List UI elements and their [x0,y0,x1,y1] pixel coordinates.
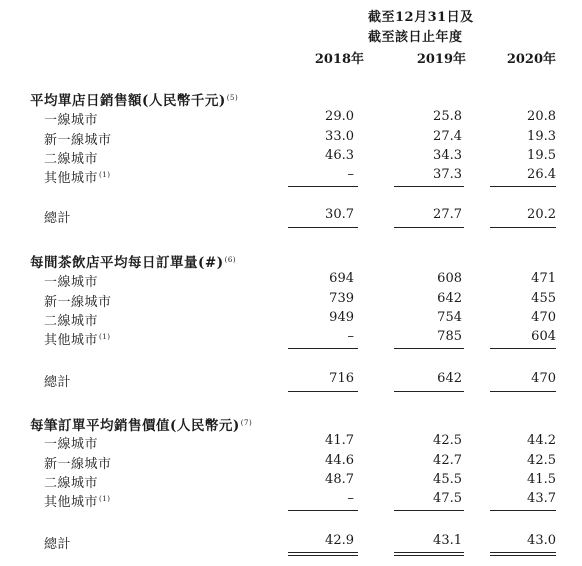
row-label: 新一線城市 [44,457,112,472]
subtotal-rule [490,510,556,511]
double-rule-top [490,552,556,553]
cell-value: 455 [531,291,556,306]
double-rule-bottom [490,555,556,556]
double-rule-bottom [288,555,358,556]
total-value: 43.0 [527,533,556,548]
subtotal-rule [288,510,358,511]
cell-value: 739 [329,291,354,306]
total-value: 42.9 [325,533,354,548]
subtotal-rule [394,348,464,349]
row-label: 新一線城市 [44,295,112,310]
cell-value: 604 [531,329,556,344]
subtotal-rule [288,348,358,349]
cell-value: 47.5 [433,491,462,506]
row-label: 一線城市 [44,437,99,452]
row-label: 其他城市$^{(1)}$ [44,494,111,510]
total-value: 716 [329,371,354,386]
total-value: 642 [437,371,462,386]
cell-value: 37.3 [433,167,462,182]
total-rule [394,391,464,392]
cell-value: – [347,167,354,182]
total-value: 43.1 [433,533,462,548]
row-label: 一線城市 [44,275,99,290]
cell-value: 42.5 [527,453,556,468]
cell-value: 45.5 [433,472,462,487]
total-label: 總計 [44,375,72,390]
cell-value: 43.7 [527,491,556,506]
total-rule [394,227,464,228]
subtotal-rule [394,510,464,511]
total-value: 20.2 [527,207,556,222]
total-value: 30.7 [325,207,354,222]
row-label: 二線城市 [44,476,99,491]
total-rule [288,227,358,228]
cell-value: 20.8 [527,109,556,124]
cell-value: 27.4 [433,129,462,144]
cell-value: 42.5 [433,433,462,448]
double-rule-top [394,552,464,553]
header-year-2019: 2019年 [416,52,466,67]
cell-value: 34.3 [433,148,462,163]
cell-value: 25.8 [433,109,462,124]
cell-value: 608 [437,271,462,286]
cell-value: 19.5 [527,148,556,163]
cell-value: – [347,491,354,506]
header-year-2018: 2018年 [314,52,364,67]
row-label: 一線城市 [44,113,99,128]
row-label: 其他城市$^{(1)}$ [44,170,111,186]
total-rule [490,227,556,228]
header-period-line1: 截至12月31日及 [368,10,474,25]
cell-value: 642 [437,291,462,306]
cell-value: 949 [329,310,354,325]
cell-value: 44.6 [325,453,354,468]
total-label: 總計 [44,211,72,226]
cell-value: 470 [531,310,556,325]
total-rule [490,391,556,392]
total-value: 27.7 [433,207,462,222]
row-label: 其他城市$^{(1)}$ [44,332,111,348]
section-title: 平均單店日銷售額(人民幣千元)$^{(5)}$ [30,93,239,109]
double-rule-top [288,552,358,553]
header-year-2020: 2020年 [506,52,556,67]
cell-value: 26.4 [527,167,556,182]
cell-value: 785 [437,329,462,344]
subtotal-rule [394,186,464,187]
cell-value: 41.5 [527,472,556,487]
cell-value: 471 [531,271,556,286]
cell-value: 48.7 [325,472,354,487]
cell-value: 694 [329,271,354,286]
total-label: 總計 [44,537,72,552]
section-title: 每筆訂單平均銷售價值(人民幣元)$^{(7)}$ [30,418,253,434]
section-title: 每間茶飲店平均每日訂單量(#)$^{(6)}$ [30,255,237,271]
header-period-line2: 截至該日止年度 [368,30,463,45]
subtotal-rule [490,186,556,187]
row-label: 二線城市 [44,152,99,167]
cell-value: 46.3 [325,148,354,163]
subtotal-rule [490,348,556,349]
row-label: 新一線城市 [44,133,112,148]
cell-value: 41.7 [325,433,354,448]
cell-value: 33.0 [325,129,354,144]
cell-value: – [347,329,354,344]
total-value: 470 [531,371,556,386]
cell-value: 42.7 [433,453,462,468]
double-rule-bottom [394,555,464,556]
row-label: 二線城市 [44,314,99,329]
cell-value: 29.0 [325,109,354,124]
total-rule [288,391,358,392]
cell-value: 754 [437,310,462,325]
subtotal-rule [288,186,358,187]
cell-value: 19.3 [527,129,556,144]
cell-value: 44.2 [527,433,556,448]
